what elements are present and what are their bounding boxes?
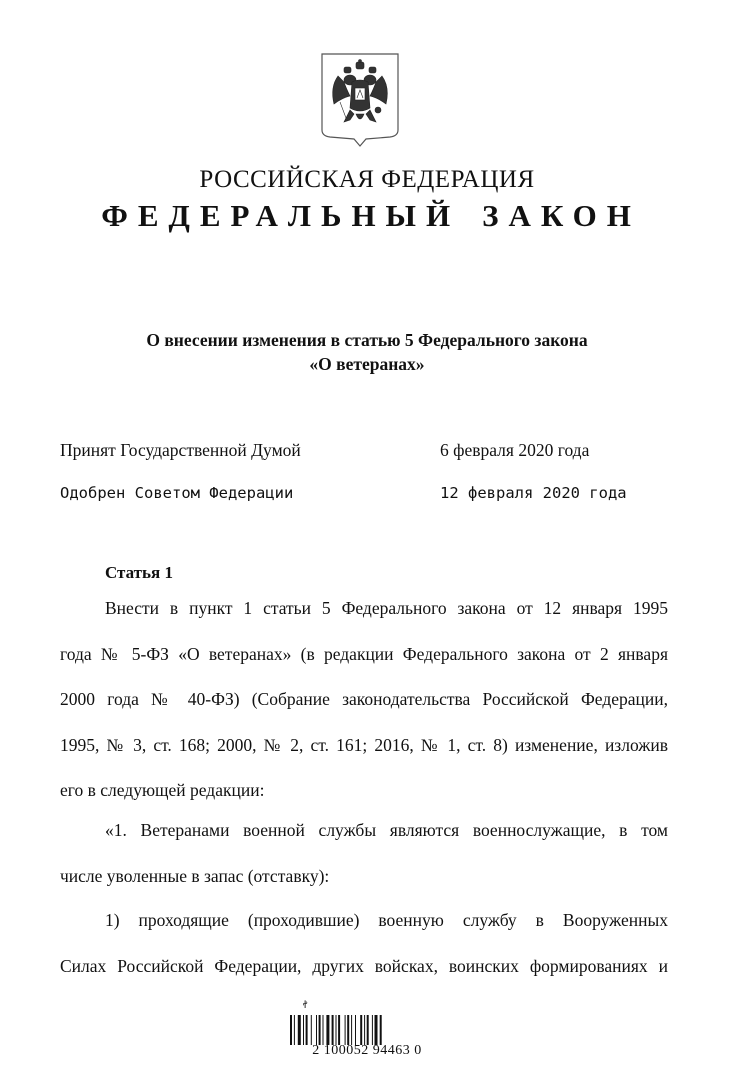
approved-by-council-label: Одобрен Советом Федерации xyxy=(60,484,294,502)
barcode-bar xyxy=(338,1015,340,1045)
paragraph-line: «1. Ветеранами военной службы являются военнослужащие, в том xyxy=(105,820,668,840)
coat-of-arms-icon xyxy=(320,52,400,148)
paragraph-line: 2000 года № 40-ФЗ) (Собрание законодательства Российской Федерации, xyxy=(60,689,668,709)
barcode-bar xyxy=(319,1015,321,1045)
law-type-word-2: ЗАКОН xyxy=(482,198,641,233)
approved-by-council-date: 12 февраля 2020 года xyxy=(440,484,627,502)
law-title xyxy=(0,328,734,376)
barcode-bar xyxy=(360,1015,362,1045)
paragraph-line: его в следующей редакции: xyxy=(60,780,265,800)
paragraph-line: года № 5-ФЗ «О ветеранах» (в редакции Федерального закона от 2 января xyxy=(60,643,668,664)
paragraph-line: Силах Российской Федерации, других войсках, воинских формированиях и xyxy=(60,955,668,976)
article-paragraph-3 xyxy=(60,898,668,989)
law-title-line-1: О внесении изменения в статью 5 Федерального закона xyxy=(146,330,588,350)
barcode-bar xyxy=(306,1015,308,1045)
article-paragraph-2 xyxy=(60,808,668,899)
barcode-bar xyxy=(326,1015,329,1045)
barcode-bar xyxy=(380,1015,382,1045)
barcode-bar xyxy=(336,1015,337,1045)
paragraph-line: 1) проходящие (проходившие) военную службу в Вооруженных xyxy=(105,910,668,930)
country-name: РОССИЙСКАЯ ФЕДЕРАЦИЯ xyxy=(199,166,535,193)
barcode-bar xyxy=(351,1015,352,1045)
barcode-bar xyxy=(290,1015,292,1045)
barcode-number: 2 100052 94463 0 xyxy=(312,1043,422,1058)
barcode-bar xyxy=(372,1015,373,1045)
paragraph-line: числе уволенные в запас (отставку): xyxy=(60,865,330,886)
article-paragraph-1 xyxy=(60,586,668,814)
barcode-bar xyxy=(375,1015,378,1045)
adopted-by-duma-date: 6 февраля 2020 года xyxy=(440,440,590,460)
barcode-bar xyxy=(367,1015,369,1045)
article-heading: Статья 1 xyxy=(105,563,173,582)
barcode-bar xyxy=(364,1015,365,1045)
barcode-bar xyxy=(347,1015,349,1045)
barcode-bar xyxy=(345,1015,346,1045)
law-title-line-2: «О ветеранах» xyxy=(309,354,425,374)
adopted-by-duma-label: Принят Государственной Думой xyxy=(60,440,301,460)
paragraph-line: Внести в пункт 1 статьи 5 Федерального закона от 12 января 1995 xyxy=(105,598,668,618)
signature-mark: ꬷ xyxy=(303,1000,308,1011)
barcode-bar xyxy=(332,1015,334,1045)
barcode-bar xyxy=(303,1015,304,1045)
barcode-bar xyxy=(323,1015,324,1045)
barcode-bar xyxy=(294,1015,295,1045)
law-type-word-1: ФЕДЕРАЛЬНЫЙ xyxy=(101,198,461,233)
barcode-bar xyxy=(316,1015,317,1045)
barcode-bar xyxy=(311,1015,312,1045)
barcode-bar xyxy=(298,1015,301,1045)
barcode-icon xyxy=(290,1015,422,1045)
paragraph-line: 1995, № 3, ст. 168; 2000, № 2, ст. 161; 2016, № 1, ст. 8) изменение, изложив xyxy=(60,734,668,755)
barcode-bar xyxy=(355,1015,356,1045)
law-type-heading xyxy=(0,198,734,234)
